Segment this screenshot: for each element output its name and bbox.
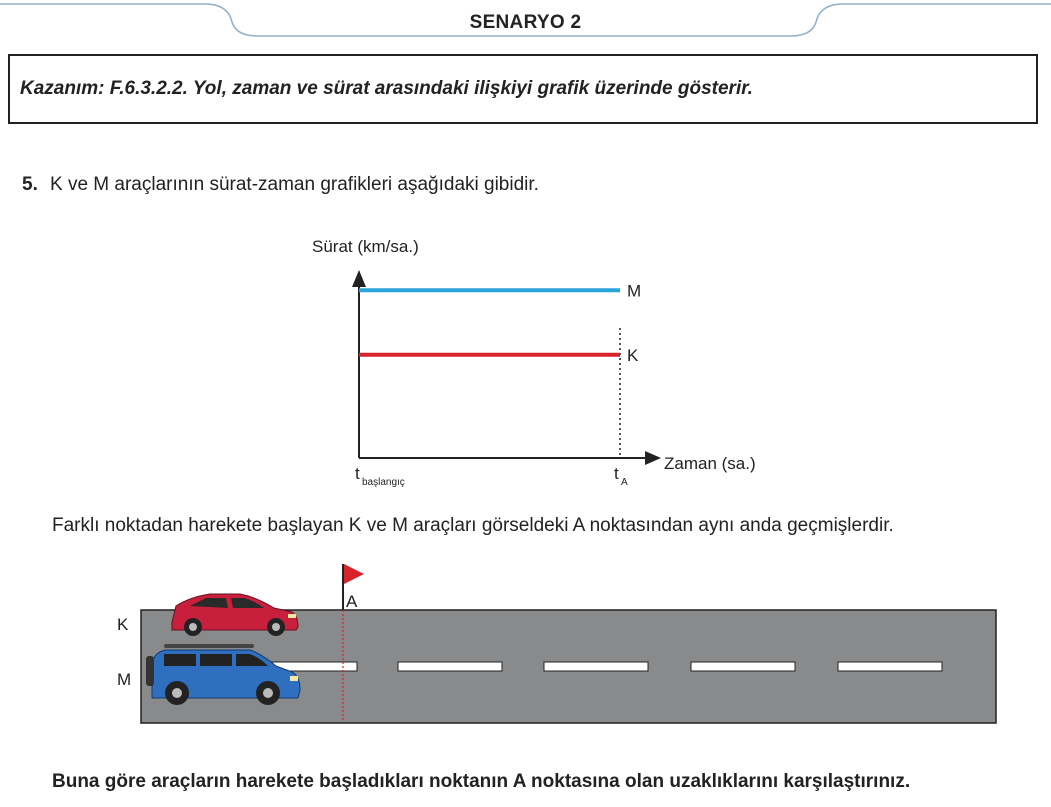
speed-time-chart <box>312 237 756 488</box>
lane-dash <box>691 662 795 671</box>
car-k-icon <box>172 594 298 636</box>
objective-text: Kazanım: F.6.3.2.2. Yol, zaman ve sürat arasındaki ilişkiyi grafik üzerinde gösterir. <box>20 78 753 99</box>
question-number: 5. <box>22 174 38 195</box>
scenario-title: SENARYO 2 <box>469 12 582 33</box>
x-axis-arrow <box>645 451 661 465</box>
lane-label-m: M <box>117 670 132 689</box>
x-tick-ta-sub: A <box>621 477 628 488</box>
lane-dash <box>838 662 942 671</box>
x-axis-label: Zaman (sa.) <box>664 454 756 473</box>
y-axis-label: Sürat (km/sa.) <box>312 237 419 256</box>
scenario-text: Farklı noktadan harekete başlayan K ve M araçları görseldeki A noktasından aynı anda geçmişlerdir. <box>52 515 894 536</box>
lane-dash <box>398 662 502 671</box>
lane-dash <box>544 662 648 671</box>
flag-label: A <box>346 592 358 611</box>
x-tick-ta-main: t <box>614 464 619 483</box>
series-label-m: M <box>627 281 642 301</box>
series-label-k: K <box>627 345 639 365</box>
y-axis-arrow <box>352 270 366 287</box>
final-question: Buna göre araçların harekete başladıkları noktanın A noktasına olan uzaklıklarını karşılaştırınız. <box>52 771 911 792</box>
road-illustration <box>117 564 996 723</box>
lane-dashes <box>251 662 942 671</box>
x-tick-start-main: t <box>355 464 360 483</box>
lane-label-k: K <box>117 615 129 634</box>
flag-icon <box>344 564 364 584</box>
x-tick-start-sub: başlangıç <box>362 477 405 488</box>
question-text: K ve M araçlarının sürat-zaman grafikleri aşağıdaki gibidir. <box>50 174 539 195</box>
